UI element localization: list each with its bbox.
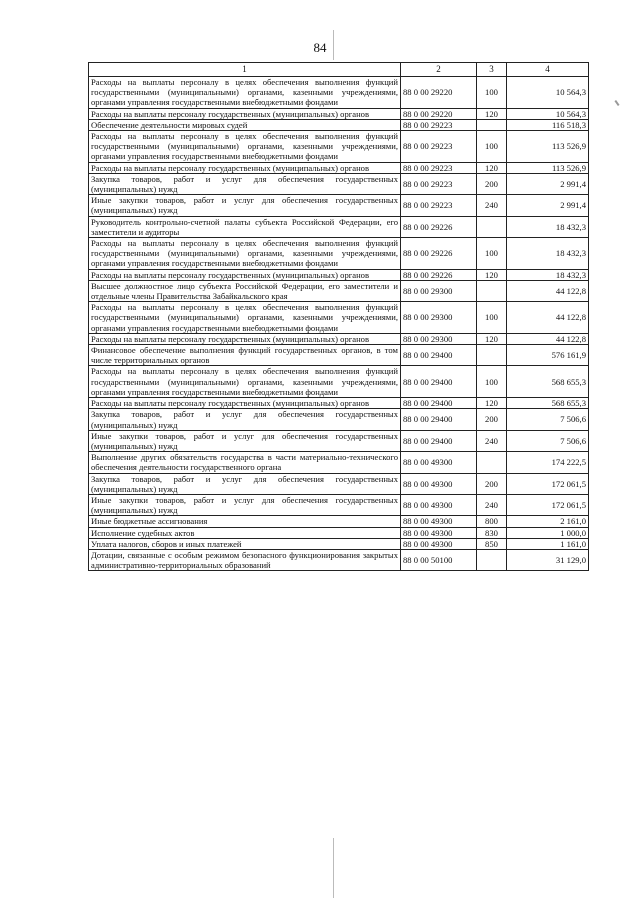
row-expense-type-cell: 100 xyxy=(477,77,507,109)
budget-sheet xyxy=(88,62,588,571)
row-name-cell: Исполнение судебных актов xyxy=(89,527,401,538)
row-amount-cell: 2 991,4 xyxy=(507,173,589,194)
row-amount-cell: 44 122,8 xyxy=(507,333,589,344)
row-amount-cell: 7 506,6 xyxy=(507,409,589,430)
row-name-cell: Выполнение других обязательств государства в части материально-технического обеспечения деятельности государственного органа xyxy=(89,452,401,473)
row-name-cell: Расходы на выплаты персоналу государственных (муниципальных) органов xyxy=(89,269,401,280)
table-row xyxy=(89,473,589,494)
row-amount-cell: 10 564,3 xyxy=(507,77,589,109)
row-amount-cell: 576 161,9 xyxy=(507,345,589,366)
table-row xyxy=(89,538,589,549)
row-expense-type-cell: 830 xyxy=(477,527,507,538)
table-body xyxy=(89,77,589,571)
row-name-cell: Расходы на выплаты персоналу в целях обеспечения выполнения функций государственными (муниципальными) органами, казенными учреждениями, органами управления государственными внебюджетными фондами xyxy=(89,131,401,163)
table-row xyxy=(89,549,589,570)
table-row xyxy=(89,195,589,216)
table-row xyxy=(89,409,589,430)
row-code-cell: 88 0 00 29300 xyxy=(401,302,477,334)
row-code-cell: 88 0 00 49300 xyxy=(401,516,477,527)
row-code-cell: 88 0 00 29226 xyxy=(401,238,477,270)
table-row xyxy=(89,173,589,194)
table-row xyxy=(89,516,589,527)
row-amount-cell: 7 506,6 xyxy=(507,430,589,451)
row-code-cell: 88 0 00 29223 xyxy=(401,195,477,216)
row-name-cell: Расходы на выплаты персоналу государственных (муниципальных) органов xyxy=(89,333,401,344)
row-amount-cell: 1 161,0 xyxy=(507,538,589,549)
table-row xyxy=(89,216,589,237)
column-header-name: 1 xyxy=(89,63,401,77)
row-name-cell: Расходы на выплаты персоналу в целях обеспечения выполнения функций государственными (муниципальными) органами, казенными учреждениями, органами управления государственными внебюджетными фондами xyxy=(89,77,401,109)
header-row xyxy=(89,63,589,77)
row-amount-cell: 18 432,3 xyxy=(507,269,589,280)
row-amount-cell: 568 655,3 xyxy=(507,366,589,398)
row-amount-cell: 116 518,3 xyxy=(507,119,589,130)
budget-table xyxy=(88,62,589,571)
row-expense-type-cell: 100 xyxy=(477,302,507,334)
table-row xyxy=(89,430,589,451)
row-amount-cell: 44 122,8 xyxy=(507,280,589,301)
row-name-cell: Расходы на выплаты персоналу в целях обеспечения выполнения функций государственными (муниципальными) органами, казенными учреждениями, органами управления государственными внебюджетными фондами xyxy=(89,238,401,270)
row-code-cell: 88 0 00 29223 xyxy=(401,131,477,163)
row-code-cell: 88 0 00 29220 xyxy=(401,108,477,119)
row-expense-type-cell: 120 xyxy=(477,162,507,173)
row-expense-type-cell xyxy=(477,216,507,237)
row-code-cell: 88 0 00 29223 xyxy=(401,173,477,194)
row-code-cell: 88 0 00 29300 xyxy=(401,280,477,301)
row-name-cell: Расходы на выплаты персоналу государственных (муниципальных) органов xyxy=(89,108,401,119)
row-name-cell: Расходы на выплаты персоналу в целях обеспечения выполнения функций государственными (муниципальными) органами, казенными учреждениями, органами управления государственными внебюджетными фондами xyxy=(89,366,401,398)
row-name-cell: Уплата налогов, сборов и иных платежей xyxy=(89,538,401,549)
row-amount-cell: 2 161,0 xyxy=(507,516,589,527)
row-expense-type-cell: 240 xyxy=(477,430,507,451)
table-row xyxy=(89,108,589,119)
table-row xyxy=(89,494,589,515)
column-header-sum: 4 xyxy=(507,63,589,77)
fold-line-top xyxy=(333,30,334,60)
row-name-cell: Финансовое обеспечение выполнения функций государственных органов, в том числе территориальных органов xyxy=(89,345,401,366)
table-row xyxy=(89,269,589,280)
row-code-cell: 88 0 00 49300 xyxy=(401,494,477,515)
row-code-cell: 88 0 00 49300 xyxy=(401,452,477,473)
row-name-cell: Дотации, связанные с особым режимом безопасного функционирования закрытых административно-территориальных образований xyxy=(89,549,401,570)
row-amount-cell: 172 061,5 xyxy=(507,494,589,515)
row-expense-type-cell: 240 xyxy=(477,195,507,216)
row-code-cell: 88 0 00 49300 xyxy=(401,538,477,549)
row-name-cell: Иные бюджетные ассигнования xyxy=(89,516,401,527)
row-expense-type-cell xyxy=(477,119,507,130)
row-amount-cell: 1 000,0 xyxy=(507,527,589,538)
row-name-cell: Закупка товаров, работ и услуг для обеспечения государственных (муниципальных) нужд xyxy=(89,173,401,194)
table-row xyxy=(89,366,589,398)
table-row xyxy=(89,131,589,163)
row-expense-type-cell: 100 xyxy=(477,366,507,398)
row-name-cell: Обеспечение деятельности мировых судей xyxy=(89,119,401,130)
row-expense-type-cell: 100 xyxy=(477,238,507,270)
table-row xyxy=(89,119,589,130)
row-code-cell: 88 0 00 29400 xyxy=(401,409,477,430)
column-header-kind: 3 xyxy=(477,63,507,77)
table-row xyxy=(89,238,589,270)
row-code-cell: 88 0 00 29300 xyxy=(401,333,477,344)
table-row xyxy=(89,527,589,538)
row-expense-type-cell: 100 xyxy=(477,131,507,163)
row-expense-type-cell xyxy=(477,345,507,366)
page-number: 84 xyxy=(313,40,327,55)
row-expense-type-cell: 240 xyxy=(477,494,507,515)
row-name-cell: Закупка товаров, работ и услуг для обеспечения государственных (муниципальных) нужд xyxy=(89,473,401,494)
scan-mark xyxy=(614,100,619,106)
row-name-cell: Руководитель контрольно-счетной палаты субъекта Российской Федерации, его заместители и аудиторы xyxy=(89,216,401,237)
row-amount-cell: 568 655,3 xyxy=(507,398,589,409)
row-expense-type-cell: 800 xyxy=(477,516,507,527)
row-expense-type-cell: 120 xyxy=(477,108,507,119)
row-code-cell: 88 0 00 50100 xyxy=(401,549,477,570)
row-expense-type-cell: 200 xyxy=(477,409,507,430)
row-code-cell: 88 0 00 29223 xyxy=(401,119,477,130)
row-expense-type-cell: 200 xyxy=(477,473,507,494)
row-code-cell: 88 0 00 49300 xyxy=(401,527,477,538)
table-row xyxy=(89,77,589,109)
row-name-cell: Иные закупки товаров, работ и услуг для обеспечения государственных (муниципальных) нужд xyxy=(89,430,401,451)
row-amount-cell: 113 526,9 xyxy=(507,131,589,163)
row-code-cell: 88 0 00 29220 xyxy=(401,77,477,109)
row-amount-cell: 2 991,4 xyxy=(507,195,589,216)
row-code-cell: 88 0 00 29226 xyxy=(401,269,477,280)
row-expense-type-cell xyxy=(477,452,507,473)
column-header-code: 2 xyxy=(401,63,477,77)
row-amount-cell: 174 222,5 xyxy=(507,452,589,473)
row-code-cell: 88 0 00 29400 xyxy=(401,430,477,451)
row-code-cell: 88 0 00 29400 xyxy=(401,398,477,409)
row-name-cell: Иные закупки товаров, работ и услуг для обеспечения государственных (муниципальных) нужд xyxy=(89,494,401,515)
row-expense-type-cell: 200 xyxy=(477,173,507,194)
row-name-cell: Расходы на выплаты персоналу государственных (муниципальных) органов xyxy=(89,162,401,173)
row-code-cell: 88 0 00 29400 xyxy=(401,345,477,366)
row-name-cell: Расходы на выплаты персоналу государственных (муниципальных) органов xyxy=(89,398,401,409)
row-code-cell: 88 0 00 29400 xyxy=(401,366,477,398)
row-name-cell: Иные закупки товаров, работ и услуг для обеспечения государственных (муниципальных) нужд xyxy=(89,195,401,216)
row-code-cell: 88 0 00 29226 xyxy=(401,216,477,237)
row-expense-type-cell: 120 xyxy=(477,269,507,280)
row-name-cell: Высшее должностное лицо субъекта Российской Федерации, его заместители и отдельные члены Правительства Забайкальского края xyxy=(89,280,401,301)
table-row xyxy=(89,162,589,173)
row-name-cell: Расходы на выплаты персоналу в целях обеспечения выполнения функций государственными (муниципальными) органами, казенными учреждениями, органами управления государственными внебюджетными фондами xyxy=(89,302,401,334)
table-row xyxy=(89,452,589,473)
row-code-cell: 88 0 00 49300 xyxy=(401,473,477,494)
row-expense-type-cell xyxy=(477,549,507,570)
row-expense-type-cell: 120 xyxy=(477,333,507,344)
row-amount-cell: 113 526,9 xyxy=(507,162,589,173)
row-expense-type-cell: 120 xyxy=(477,398,507,409)
row-amount-cell: 172 061,5 xyxy=(507,473,589,494)
row-amount-cell: 44 122,8 xyxy=(507,302,589,334)
row-expense-type-cell xyxy=(477,280,507,301)
table-row xyxy=(89,398,589,409)
table-row xyxy=(89,345,589,366)
table-row xyxy=(89,302,589,334)
table-row xyxy=(89,280,589,301)
row-name-cell: Закупка товаров, работ и услуг для обеспечения государственных (муниципальных) нужд xyxy=(89,409,401,430)
row-amount-cell: 18 432,3 xyxy=(507,238,589,270)
fold-line-bottom xyxy=(333,838,334,898)
row-amount-cell: 10 564,3 xyxy=(507,108,589,119)
row-amount-cell: 18 432,3 xyxy=(507,216,589,237)
row-code-cell: 88 0 00 29223 xyxy=(401,162,477,173)
row-expense-type-cell: 850 xyxy=(477,538,507,549)
row-amount-cell: 31 129,0 xyxy=(507,549,589,570)
table-row xyxy=(89,333,589,344)
